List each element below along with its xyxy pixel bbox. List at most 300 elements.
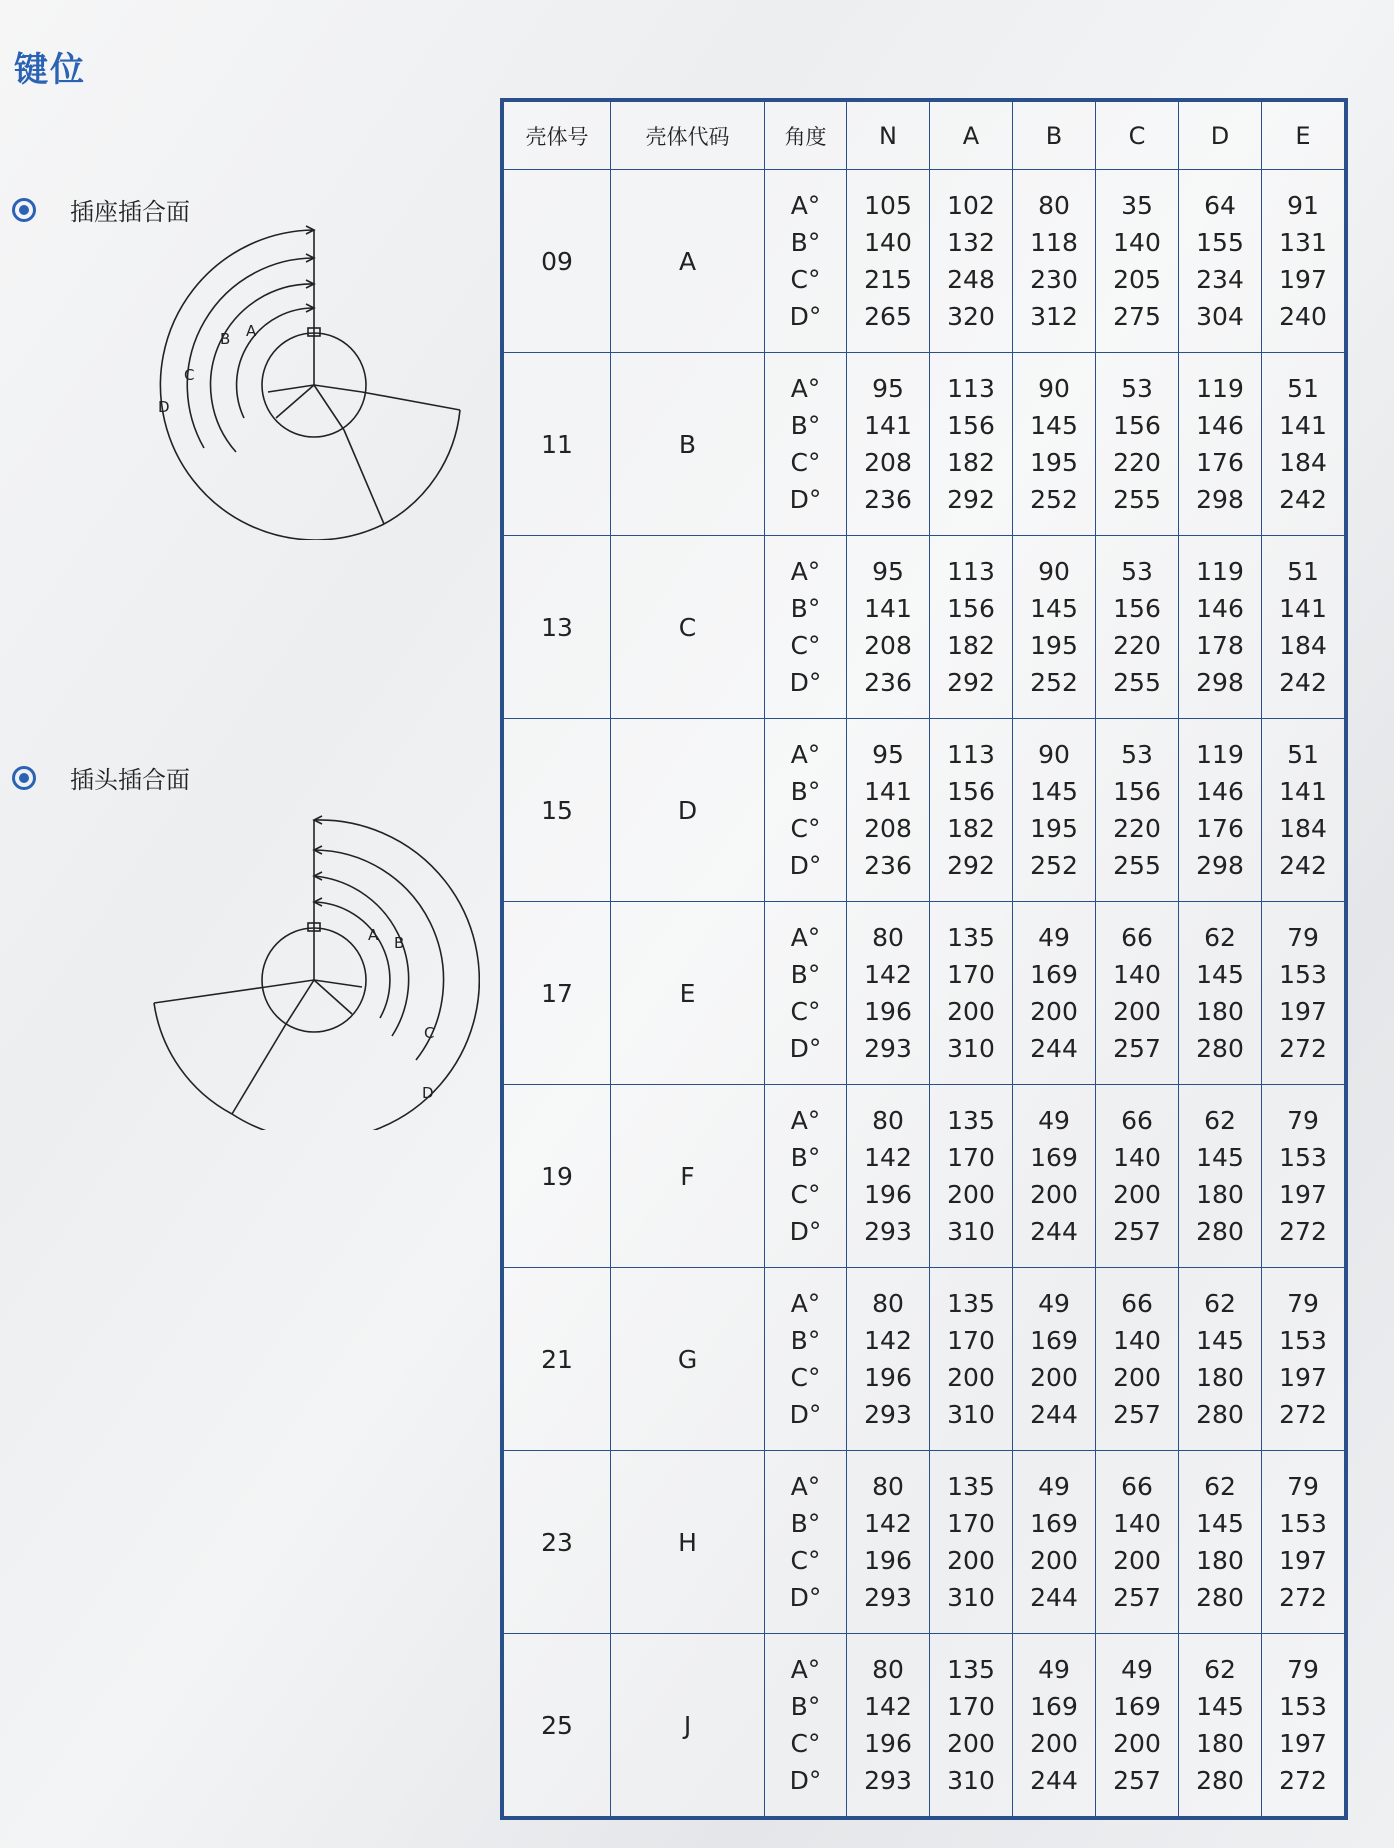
- table-row: [504, 1085, 1345, 1268]
- bullseye-icon: [12, 198, 36, 222]
- angle-value: 66: [1121, 1472, 1153, 1501]
- angle-value: 140: [1113, 228, 1161, 257]
- angle-value: 196: [864, 1729, 912, 1758]
- angle-value: 242: [1279, 668, 1327, 697]
- angle-value: 169: [1030, 1692, 1078, 1721]
- angle-value: 141: [1279, 777, 1327, 806]
- angle-value: 135: [947, 1655, 995, 1684]
- angle-values-cell: [1179, 536, 1262, 719]
- angle-label: C°: [790, 265, 821, 294]
- angle-values-cell: [1096, 1634, 1179, 1817]
- angle-values-cell: [1179, 719, 1262, 902]
- angle-value: 182: [947, 814, 995, 843]
- shell-code-cell: G: [611, 1268, 765, 1451]
- angle-value: 105: [864, 191, 912, 220]
- angle-values-cell: [930, 1451, 1013, 1634]
- angle-values-cell: [847, 536, 930, 719]
- angle-values-cell: [1262, 170, 1345, 353]
- angle-value: 197: [1279, 1546, 1327, 1575]
- angle-value: 244: [1030, 1217, 1078, 1246]
- arc-b: [314, 876, 409, 1036]
- angle-value: 310: [947, 1400, 995, 1429]
- shell-code-cell: F: [611, 1085, 765, 1268]
- angle-value: 257: [1113, 1766, 1161, 1795]
- angle-label: A°: [790, 1655, 821, 1684]
- angle-label: B°: [790, 1509, 821, 1538]
- angle-value: 292: [947, 485, 995, 514]
- angle-value: 142: [864, 1326, 912, 1355]
- angle-value: 145: [1030, 411, 1078, 440]
- angle-value: 180: [1196, 1180, 1244, 1209]
- shell-code-cell: C: [611, 536, 765, 719]
- angle-label: B°: [790, 411, 821, 440]
- angle-value: 66: [1121, 1289, 1153, 1318]
- angle-value: 135: [947, 1289, 995, 1318]
- angle-label: B°: [790, 594, 821, 623]
- angle-value: 236: [864, 668, 912, 697]
- angle-value: 119: [1196, 557, 1244, 586]
- angle-value: 145: [1030, 777, 1078, 806]
- angle-label-cell: [765, 902, 847, 1085]
- angle-value: 153: [1279, 1326, 1327, 1355]
- angle-value: 265: [864, 302, 912, 331]
- shell-size-cell: 11: [504, 353, 611, 536]
- angle-label: C°: [790, 448, 821, 477]
- angle-value: 153: [1279, 1692, 1327, 1721]
- angle-value: 275: [1113, 302, 1161, 331]
- angle-value: 280: [1196, 1034, 1244, 1063]
- angle-value: 51: [1287, 740, 1319, 769]
- angle-value: 169: [1030, 1143, 1078, 1172]
- angle-values-cell: [930, 902, 1013, 1085]
- shell-code-cell: J: [611, 1634, 765, 1817]
- angle-value: 146: [1196, 594, 1244, 623]
- angle-value: 180: [1196, 997, 1244, 1026]
- angle-values-cell: [1262, 1085, 1345, 1268]
- angle-value: 156: [947, 777, 995, 806]
- shell-code-cell: D: [611, 719, 765, 902]
- angle-value: 272: [1279, 1034, 1327, 1063]
- angle-values-cell: [1262, 353, 1345, 536]
- angle-value: 80: [872, 1472, 904, 1501]
- angle-value: 90: [1038, 374, 1070, 403]
- angle-label: C°: [790, 997, 821, 1026]
- angle-value: 53: [1121, 557, 1153, 586]
- angle-values-cell: [1013, 719, 1096, 902]
- angle-value: 113: [947, 374, 995, 403]
- angle-value: 153: [1279, 1143, 1327, 1172]
- angle-value: 118: [1030, 228, 1078, 257]
- angle-label: C°: [790, 1363, 821, 1392]
- angle-value: 293: [864, 1217, 912, 1246]
- angle-values-cell: [847, 902, 930, 1085]
- angle-value: 119: [1196, 740, 1244, 769]
- angle-value: 79: [1287, 1289, 1319, 1318]
- angle-label: C°: [790, 1729, 821, 1758]
- key-position-table: [503, 101, 1345, 1817]
- angle-label: A°: [790, 1472, 821, 1501]
- angle-value: 62: [1204, 1655, 1236, 1684]
- angle-label: D°: [789, 1766, 822, 1795]
- section-receptacle-label: 插座插合面: [70, 198, 190, 226]
- angle-values-cell: [1013, 1634, 1096, 1817]
- angle-value: 196: [864, 1363, 912, 1392]
- diagram-label-b: B: [394, 934, 405, 952]
- diagram-label-a: A: [368, 926, 379, 944]
- section-plug-heading: [12, 760, 190, 795]
- angle-value: 156: [1113, 594, 1161, 623]
- angle-value: 242: [1279, 851, 1327, 880]
- angle-value: 156: [947, 411, 995, 440]
- angle-values-cell: [1179, 170, 1262, 353]
- angle-label-cell: [765, 1451, 847, 1634]
- shell-size-cell: 19: [504, 1085, 611, 1268]
- angle-value: 141: [864, 594, 912, 623]
- bullseye-icon: [12, 766, 36, 790]
- angle-values-cell: [930, 719, 1013, 902]
- angle-value: 298: [1196, 668, 1244, 697]
- angle-value: 252: [1030, 851, 1078, 880]
- angle-value: 49: [1038, 1289, 1070, 1318]
- angle-value: 35: [1121, 191, 1153, 220]
- header-a: A: [930, 102, 1013, 170]
- angle-value: 49: [1121, 1655, 1153, 1684]
- angle-values-cell: [847, 719, 930, 902]
- angle-label: A°: [790, 191, 821, 220]
- angle-value: 197: [1279, 997, 1327, 1026]
- angle-value: 145: [1030, 594, 1078, 623]
- angle-value: 102: [947, 191, 995, 220]
- angle-value: 49: [1038, 1472, 1070, 1501]
- angle-value: 182: [947, 631, 995, 660]
- angle-value: 142: [864, 1143, 912, 1172]
- angle-value: 140: [1113, 1509, 1161, 1538]
- angle-value: 200: [947, 1180, 995, 1209]
- header-d: D: [1179, 102, 1262, 170]
- angle-value: 180: [1196, 1729, 1244, 1758]
- angle-values-cell: [847, 1634, 930, 1817]
- angle-value: 196: [864, 1180, 912, 1209]
- header-c: C: [1096, 102, 1179, 170]
- shell-size-cell: 21: [504, 1268, 611, 1451]
- angle-value: 62: [1204, 923, 1236, 952]
- angle-value: 66: [1121, 923, 1153, 952]
- angle-label-cell: [765, 1634, 847, 1817]
- angle-label: D°: [789, 485, 822, 514]
- angle-label: D°: [789, 1034, 822, 1063]
- angle-value: 79: [1287, 1106, 1319, 1135]
- shell-size-cell: 09: [504, 170, 611, 353]
- arc-c: [187, 258, 314, 448]
- angle-value: 90: [1038, 740, 1070, 769]
- table-row: [504, 719, 1345, 902]
- angle-value: 200: [1030, 1363, 1078, 1392]
- plug-key-diagram: [140, 810, 480, 1130]
- angle-value: 184: [1279, 814, 1327, 843]
- angle-value: 272: [1279, 1217, 1327, 1246]
- angle-value: 140: [1113, 1143, 1161, 1172]
- angle-value: 255: [1113, 851, 1161, 880]
- angle-value: 234: [1196, 265, 1244, 294]
- angle-value: 200: [1113, 1180, 1161, 1209]
- angle-value: 95: [872, 740, 904, 769]
- angle-value: 131: [1279, 228, 1327, 257]
- angle-value: 62: [1204, 1106, 1236, 1135]
- angle-label-cell: [765, 170, 847, 353]
- angle-value: 272: [1279, 1583, 1327, 1612]
- angle-values-cell: [847, 1268, 930, 1451]
- angle-value: 310: [947, 1217, 995, 1246]
- angle-value: 79: [1287, 1655, 1319, 1684]
- angle-value: 140: [1113, 1326, 1161, 1355]
- angle-value: 170: [947, 1326, 995, 1355]
- angle-value: 176: [1196, 814, 1244, 843]
- receptacle-key-diagram: [140, 220, 480, 540]
- angle-values-cell: [1262, 1268, 1345, 1451]
- angle-values-cell: [1179, 1085, 1262, 1268]
- angle-values-cell: [930, 536, 1013, 719]
- angle-values-cell: [847, 353, 930, 536]
- angle-value: 310: [947, 1766, 995, 1795]
- shell-size-cell: 25: [504, 1634, 611, 1817]
- angle-value: 197: [1279, 1363, 1327, 1392]
- angle-label: A°: [790, 374, 821, 403]
- angle-value: 320: [947, 302, 995, 331]
- angle-value: 156: [1113, 777, 1161, 806]
- angle-values-cell: [1013, 1268, 1096, 1451]
- angle-value: 293: [864, 1766, 912, 1795]
- angle-value: 113: [947, 557, 995, 586]
- angle-label: A°: [790, 923, 821, 952]
- angle-value: 208: [864, 814, 912, 843]
- header-e: E: [1262, 102, 1345, 170]
- shell-size-cell: 23: [504, 1451, 611, 1634]
- angle-value: 200: [1030, 1180, 1078, 1209]
- angle-values-cell: [1096, 536, 1179, 719]
- angle-value: 272: [1279, 1400, 1327, 1429]
- angle-values-cell: [1013, 902, 1096, 1085]
- angle-label: B°: [790, 1326, 821, 1355]
- table-header-row: [504, 102, 1345, 170]
- angle-value: 79: [1287, 1472, 1319, 1501]
- angle-label: A°: [790, 557, 821, 586]
- angle-label: B°: [790, 960, 821, 989]
- key-position-table-wrapper: [500, 98, 1348, 1820]
- angle-value: 140: [1113, 960, 1161, 989]
- angle-value: 90: [1038, 557, 1070, 586]
- table-row: [504, 353, 1345, 536]
- shell-size-cell: 15: [504, 719, 611, 902]
- angle-value: 53: [1121, 374, 1153, 403]
- angle-value: 141: [1279, 594, 1327, 623]
- angle-value: 113: [947, 740, 995, 769]
- angle-value: 292: [947, 668, 995, 697]
- angle-value: 257: [1113, 1583, 1161, 1612]
- angle-value: 95: [872, 557, 904, 586]
- diagram-label-c: C: [184, 366, 195, 384]
- angle-value: 62: [1204, 1472, 1236, 1501]
- angle-value: 197: [1279, 1180, 1327, 1209]
- angle-value: 153: [1279, 1509, 1327, 1538]
- angle-value: 80: [872, 1106, 904, 1135]
- angle-values-cell: [1013, 1451, 1096, 1634]
- angle-values-cell: [1096, 353, 1179, 536]
- table-row: [504, 1268, 1345, 1451]
- angle-label-cell: [765, 1268, 847, 1451]
- angle-value: 255: [1113, 485, 1161, 514]
- header-n: N: [847, 102, 930, 170]
- angle-value: 132: [947, 228, 995, 257]
- angle-value: 142: [864, 1509, 912, 1538]
- angle-value: 205: [1113, 265, 1161, 294]
- angle-value: 280: [1196, 1766, 1244, 1795]
- angle-label: B°: [790, 228, 821, 257]
- arc-a: [314, 902, 390, 1018]
- angle-value: 252: [1030, 668, 1078, 697]
- angle-value: 142: [864, 1692, 912, 1721]
- angle-value: 64: [1204, 191, 1236, 220]
- angle-values-cell: [930, 1268, 1013, 1451]
- angle-value: 140: [864, 228, 912, 257]
- shell-size-cell: 17: [504, 902, 611, 1085]
- angle-values-cell: [1262, 719, 1345, 902]
- shell-code-cell: A: [611, 170, 765, 353]
- angle-values-cell: [930, 1634, 1013, 1817]
- angle-values-cell: [1013, 536, 1096, 719]
- angle-values-cell: [1179, 353, 1262, 536]
- angle-value: 220: [1113, 448, 1161, 477]
- angle-label-cell: [765, 536, 847, 719]
- shell-code-cell: E: [611, 902, 765, 1085]
- angle-value: 49: [1038, 923, 1070, 952]
- angle-value: 240: [1279, 302, 1327, 331]
- angle-value: 145: [1196, 960, 1244, 989]
- angle-values-cell: [847, 1451, 930, 1634]
- shell-size-cell: 13: [504, 536, 611, 719]
- angle-values-cell: [1096, 719, 1179, 902]
- angle-value: 196: [864, 1546, 912, 1575]
- angle-value: 142: [864, 960, 912, 989]
- diagram-label-d: D: [422, 1084, 434, 1102]
- angle-values-cell: [1262, 536, 1345, 719]
- angle-value: 153: [1279, 960, 1327, 989]
- angle-value: 200: [1113, 1729, 1161, 1758]
- angle-label: C°: [790, 631, 821, 660]
- angle-value: 244: [1030, 1034, 1078, 1063]
- angle-value: 220: [1113, 814, 1161, 843]
- angle-label: A°: [790, 740, 821, 769]
- angle-value: 146: [1196, 411, 1244, 440]
- angle-value: 244: [1030, 1583, 1078, 1612]
- angle-label-cell: [765, 1085, 847, 1268]
- angle-label: A°: [790, 1106, 821, 1135]
- angle-values-cell: [1262, 1451, 1345, 1634]
- angle-value: 215: [864, 265, 912, 294]
- angle-label: C°: [790, 814, 821, 843]
- angle-value: 208: [864, 631, 912, 660]
- angle-value: 257: [1113, 1034, 1161, 1063]
- angle-value: 242: [1279, 485, 1327, 514]
- angle-value: 80: [872, 1289, 904, 1318]
- angle-value: 182: [947, 448, 995, 477]
- angle-value: 200: [1113, 1363, 1161, 1392]
- angle-value: 292: [947, 851, 995, 880]
- angle-value: 169: [1113, 1692, 1161, 1721]
- angle-label: A°: [790, 1289, 821, 1318]
- angle-value: 145: [1196, 1509, 1244, 1538]
- diagram-label-a: A: [246, 322, 257, 340]
- angle-value: 66: [1121, 1106, 1153, 1135]
- angle-value: 200: [1113, 997, 1161, 1026]
- angle-value: 135: [947, 1472, 995, 1501]
- angle-values-cell: [1262, 902, 1345, 1085]
- angle-value: 62: [1204, 1289, 1236, 1318]
- angle-value: 196: [864, 997, 912, 1026]
- angle-value: 180: [1196, 1546, 1244, 1575]
- angle-value: 79: [1287, 923, 1319, 952]
- angle-values-cell: [930, 170, 1013, 353]
- angle-value: 135: [947, 923, 995, 952]
- angle-values-cell: [1096, 902, 1179, 1085]
- angle-value: 200: [947, 1546, 995, 1575]
- angle-value: 145: [1196, 1143, 1244, 1172]
- angle-value: 53: [1121, 740, 1153, 769]
- angle-value: 176: [1196, 448, 1244, 477]
- angle-values-cell: [1179, 1268, 1262, 1451]
- angle-value: 200: [1030, 997, 1078, 1026]
- angle-value: 170: [947, 960, 995, 989]
- shell-code-cell: B: [611, 353, 765, 536]
- angle-value: 230: [1030, 265, 1078, 294]
- angle-value: 298: [1196, 485, 1244, 514]
- angle-label: D°: [789, 1217, 822, 1246]
- angle-values-cell: [930, 1085, 1013, 1268]
- angle-value: 257: [1113, 1217, 1161, 1246]
- angle-value: 135: [947, 1106, 995, 1135]
- angle-value: 208: [864, 448, 912, 477]
- angle-value: 197: [1279, 265, 1327, 294]
- angle-values-cell: [1096, 1085, 1179, 1268]
- angle-values-cell: [1013, 353, 1096, 536]
- angle-value: 200: [947, 997, 995, 1026]
- angle-value: 119: [1196, 374, 1244, 403]
- angle-value: 293: [864, 1034, 912, 1063]
- angle-values-cell: [1262, 1634, 1345, 1817]
- angle-value: 145: [1196, 1692, 1244, 1721]
- angle-value: 169: [1030, 1326, 1078, 1355]
- angle-value: 197: [1279, 1729, 1327, 1758]
- angle-values-cell: [1013, 170, 1096, 353]
- angle-value: 236: [864, 851, 912, 880]
- angle-values-cell: [1096, 1451, 1179, 1634]
- angle-value: 200: [947, 1729, 995, 1758]
- table-row: [504, 536, 1345, 719]
- angle-values-cell: [847, 170, 930, 353]
- angle-label: D°: [789, 851, 822, 880]
- angle-label: C°: [790, 1546, 821, 1575]
- angle-value: 257: [1113, 1400, 1161, 1429]
- angle-value: 280: [1196, 1583, 1244, 1612]
- section-plug-label: 插头插合面: [70, 766, 190, 794]
- page-title: 键位: [14, 50, 86, 90]
- angle-value: 80: [872, 1655, 904, 1684]
- angle-value: 146: [1196, 777, 1244, 806]
- angle-value: 200: [1030, 1546, 1078, 1575]
- angle-value: 180: [1196, 1363, 1244, 1392]
- angle-values-cell: [930, 353, 1013, 536]
- angle-value: 155: [1196, 228, 1244, 257]
- angle-value: 304: [1196, 302, 1244, 331]
